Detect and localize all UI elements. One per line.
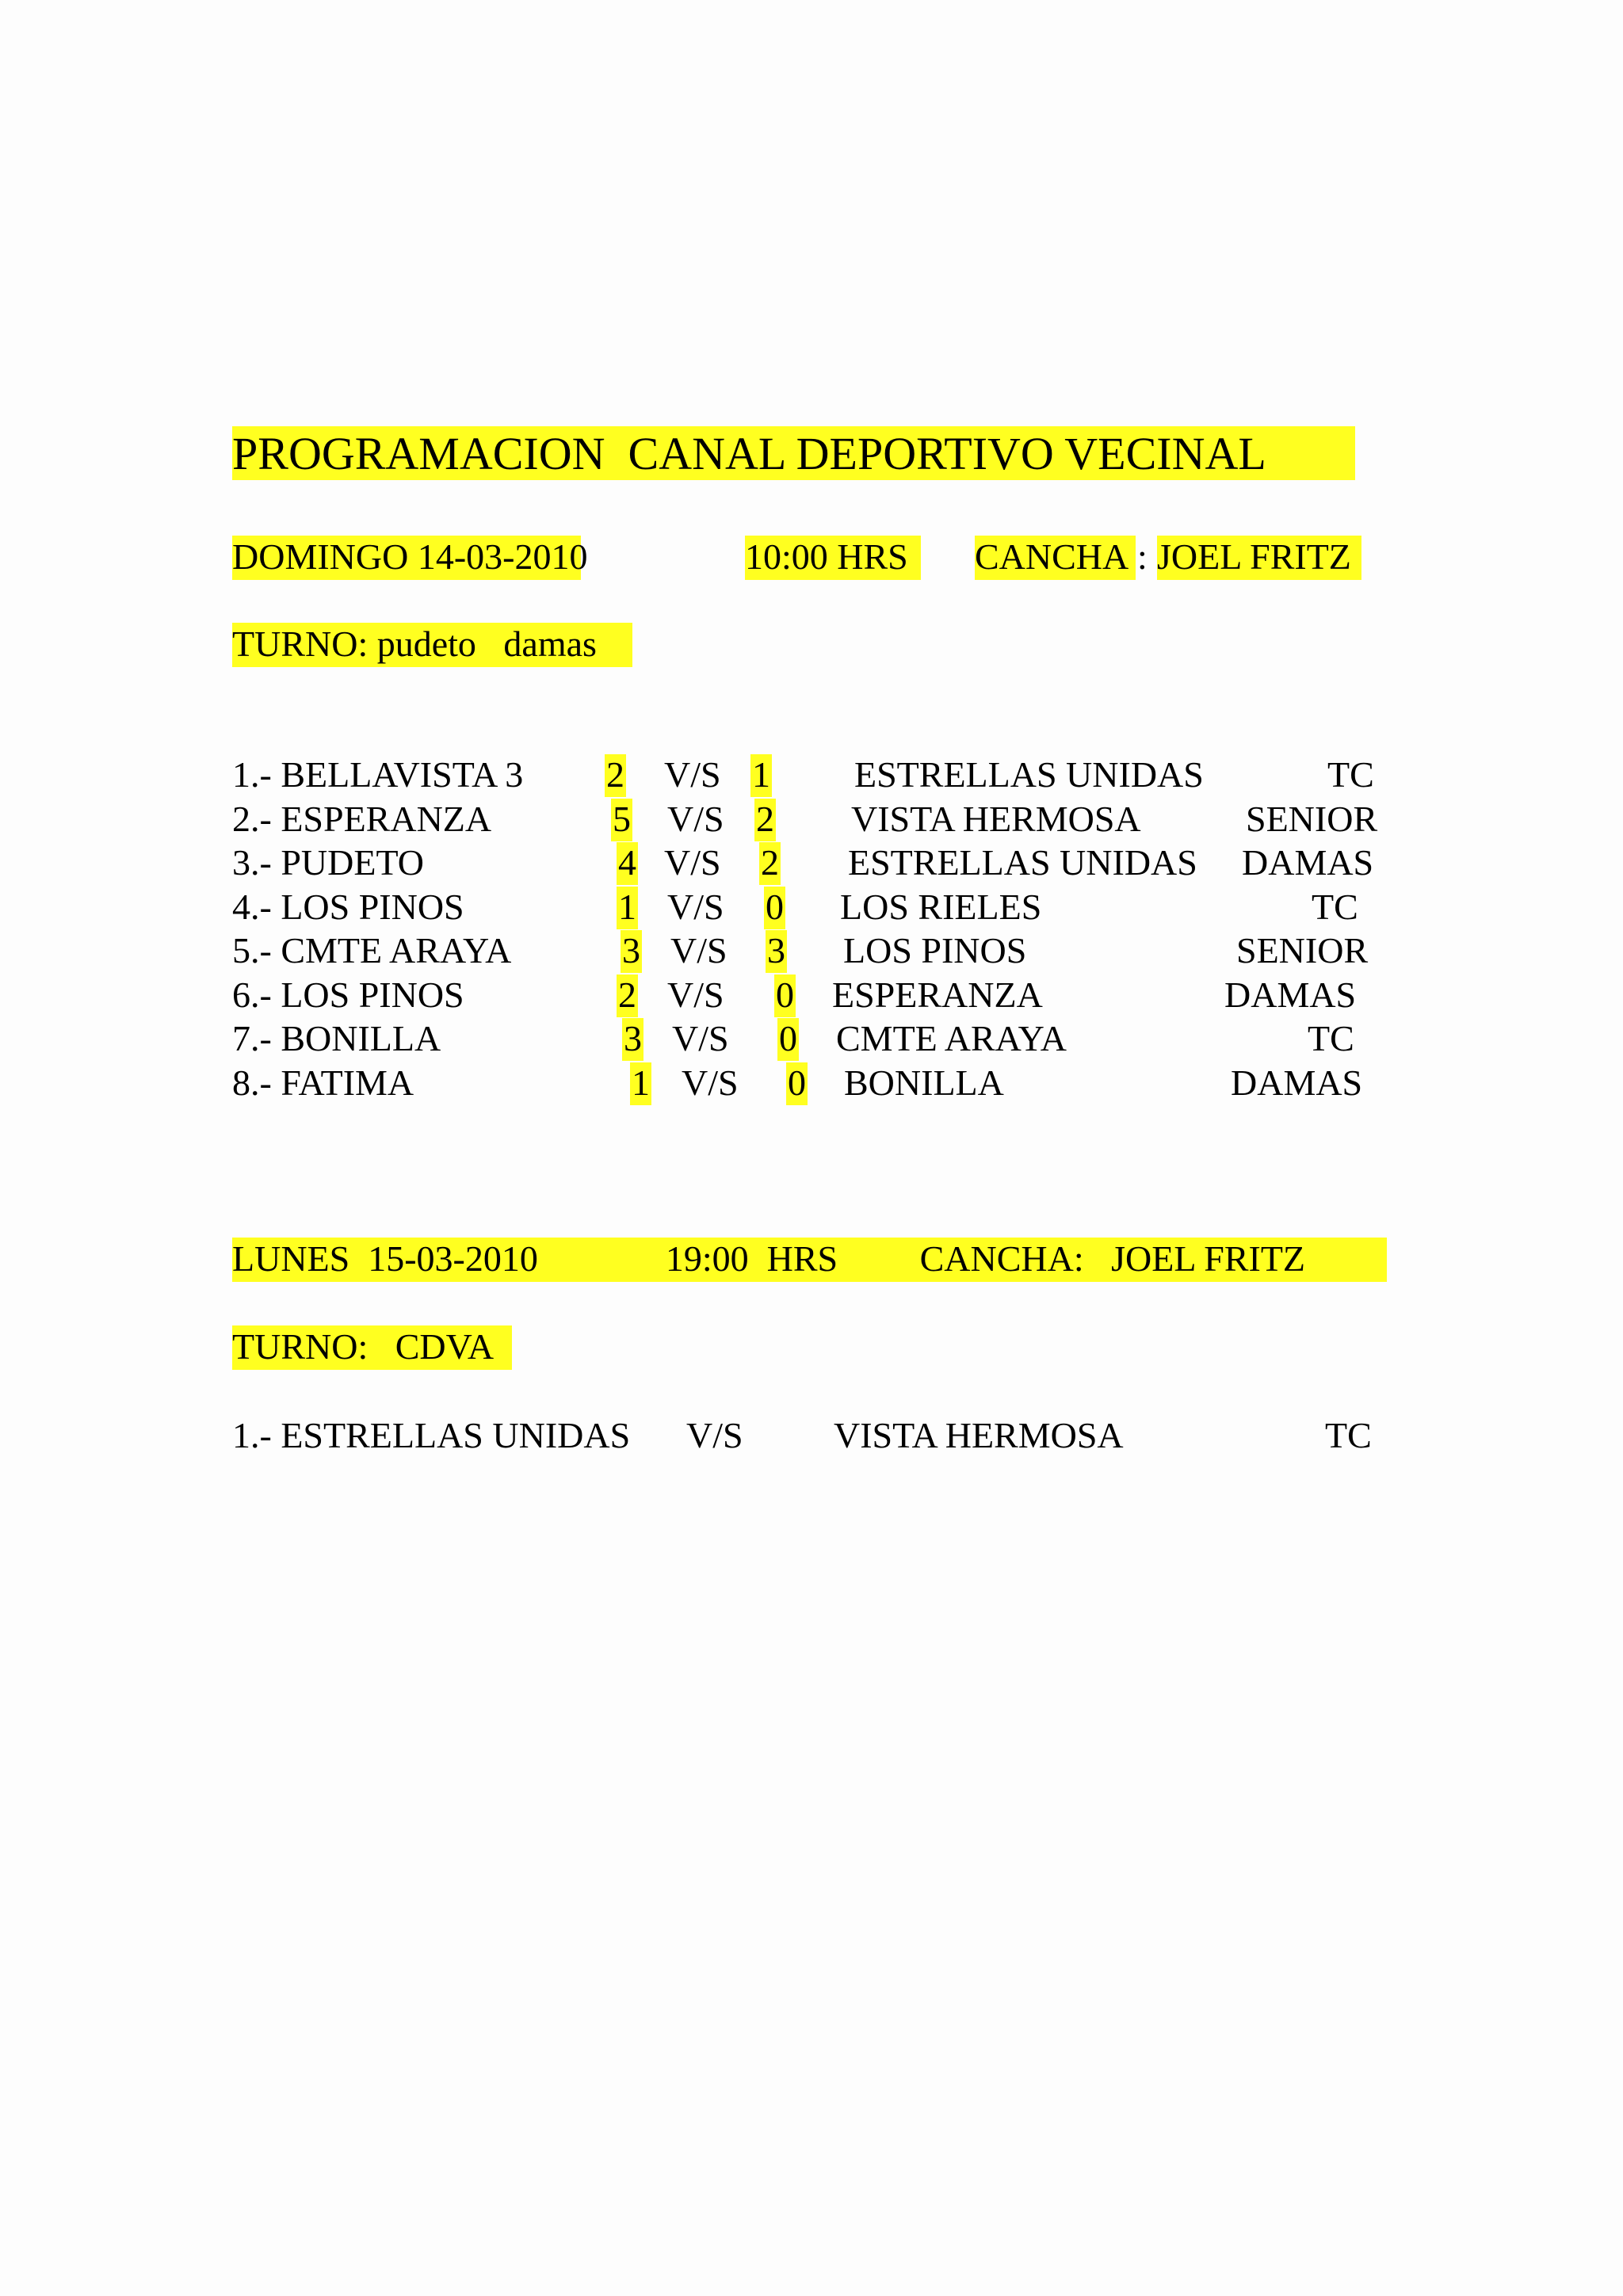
match-away-score: 2 (759, 842, 781, 885)
day1-court-colon: : (1137, 536, 1148, 577)
match-away-score: 0 (786, 1062, 808, 1105)
match-home-team: 8.- FATIMA (232, 1062, 414, 1103)
match-away-score: 0 (774, 974, 796, 1017)
match-category: DAMAS (1231, 1062, 1363, 1103)
match-vs: V/S (667, 799, 724, 839)
match-away-team: VISTA HERMOSA (851, 799, 1141, 839)
day2-match-category: TC (1325, 1415, 1372, 1455)
match-away-team: LOS PINOS (843, 930, 1027, 971)
match-vs: V/S (667, 887, 724, 927)
match-vs: V/S (672, 1018, 729, 1058)
day2-match-away: VISTA HERMOSA (834, 1415, 1124, 1455)
match-home-score: 1 (617, 887, 638, 929)
day1-turn: TURNO: pudeto damas (232, 623, 632, 667)
match-home-team: 3.- PUDETO (232, 842, 424, 883)
match-home-team: 4.- LOS PINOS (232, 887, 464, 927)
match-away-team: CMTE ARAYA (836, 1018, 1067, 1058)
match-vs: V/S (664, 842, 721, 883)
match-home-score: 2 (605, 754, 626, 797)
match-vs: V/S (682, 1062, 739, 1103)
page-title: PROGRAMACION CANAL DEPORTIVO VECINAL (232, 426, 1355, 480)
match-away-team: LOS RIELES (840, 887, 1042, 927)
day1-court-name: JOEL FRITZ (1157, 536, 1361, 580)
day2-match-vs: V/S (686, 1415, 743, 1455)
match-category: SENIOR (1246, 799, 1378, 839)
match-home-score: 1 (630, 1062, 651, 1105)
day1-court-label: CANCHA (975, 536, 1136, 580)
match-category: DAMAS (1242, 842, 1374, 883)
match-vs: V/S (670, 930, 727, 971)
match-home-team: 6.- LOS PINOS (232, 974, 464, 1015)
match-home-score: 2 (617, 974, 638, 1017)
day1-date: DOMINGO 14-03-2010 (232, 536, 581, 580)
day2-header: LUNES 15-03-2010 19:00 HRS CANCHA: JOEL FRITZ (232, 1238, 1387, 1282)
match-home-score: 3 (622, 1018, 643, 1061)
match-away-score: 0 (764, 887, 785, 929)
match-home-team: 5.- CMTE ARAYA (232, 930, 512, 971)
match-away-team: ESTRELLAS UNIDAS (854, 754, 1204, 795)
match-category: SENIOR (1236, 930, 1369, 971)
day1-time: 10:00 HRS (745, 536, 921, 580)
match-home-score: 5 (611, 799, 632, 841)
match-category: DAMAS (1224, 974, 1357, 1015)
match-vs: V/S (667, 974, 724, 1015)
match-away-team: ESPERANZA (832, 974, 1043, 1015)
match-away-score: 2 (754, 799, 776, 841)
match-vs: V/S (664, 754, 721, 795)
match-category: TC (1308, 1018, 1354, 1058)
match-home-score: 3 (621, 930, 642, 973)
day2-match-home: 1.- ESTRELLAS UNIDAS (232, 1415, 631, 1455)
match-home-team: 2.- ESPERANZA (232, 799, 492, 839)
match-category: TC (1312, 887, 1358, 927)
match-home-score: 4 (617, 842, 638, 885)
match-away-team: ESTRELLAS UNIDAS (848, 842, 1197, 883)
match-away-team: BONILLA (844, 1062, 1004, 1103)
match-away-score: 0 (777, 1018, 799, 1061)
day2-turn: TURNO: CDVA (232, 1325, 512, 1370)
match-away-score: 1 (750, 754, 772, 797)
match-home-team: 1.- BELLAVISTA 3 (232, 754, 524, 795)
match-home-team: 7.- BONILLA (232, 1018, 441, 1058)
match-away-score: 3 (766, 930, 787, 973)
match-category: TC (1327, 754, 1374, 795)
